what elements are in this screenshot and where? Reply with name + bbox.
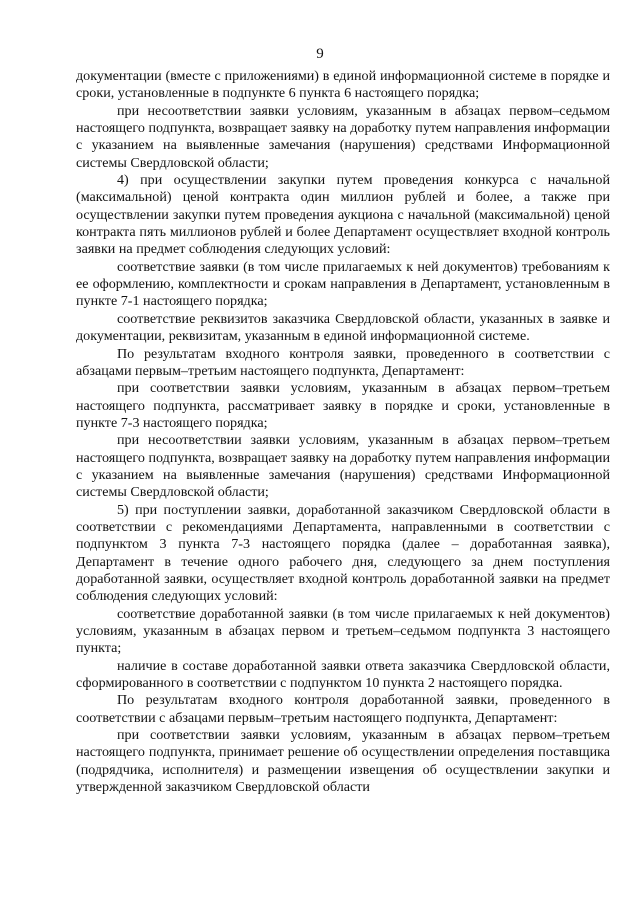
paragraph: наличие в составе доработанной заявки ответа заказчика Свердловской области, сформированного в соответствии с подпунктом 10 пункта 2 настоящего порядка. [76,657,610,692]
paragraph: при соответствии заявки условиям, указанным в абзацах первом–третьем настоящего подпункта, рассматривает заявку в порядке и сроки, установленные в пункте 7-3 настоящего порядка; [76,380,610,431]
paragraph: соответствие доработанной заявки (в том числе прилагаемых к ней документов) условиям, указанным в абзацах первом и третьем–седьмом подпункта 3 настоящего пункта; [76,605,610,657]
paragraph: 4) при осуществлении закупки путем проведения конкурса с начальной (максимальной) ценой контракта один миллион рублей и более, а также при осуществлении закупки путем проведения аукциона с начальной (максимальной) ценой контракта пять миллионов рублей и более Департамент осуществляет входной контроль заявки на предмет соблюдения следующих условий: [76,172,610,258]
paragraph-continuation: документации (вместе с приложениями) в единой информационной системе в порядке и сроки, установленные в подпункте 6 пункта 6 настоящего порядка; [76,68,610,102]
document-body [76,68,610,796]
paragraph: при несоответствии заявки условиям, указанным в абзацах первом–третьем настоящего подпункта, возвращает заявку на доработку путем направления информации с указанием на выявленные замечания (нарушения) средствами Информационной системы Свердловской области; [76,432,610,501]
paragraph: при соответствии заявки условиям, указанным в абзацах первом–третьем настоящего подпункта, принимает решение об осуществлении определения поставщика (подрядчика, исполнителя) и размещении извещения об осуществлении закупки и утвержденной заказчиком Свердловской области [76,727,610,796]
page-number: 9 [316,46,324,62]
paragraph: соответствие заявки (в том числе прилагаемых к ней документов) требованиям к ее оформлению, комплектности и срокам направления в Департамент, установленным в пункте 7-1 настоящего порядка; [76,258,610,310]
paragraph: при несоответствии заявки условиям, указанным в абзацах первом–седьмом настоящего подпункта, возвращает заявку на доработку путем направления информации с указанием на выявленные замечания (нарушения) средствами Информационной системы Свердловской области; [76,102,610,171]
paragraph: По результатам входного контроля заявки, проведенного в соответствии с абзацами первым–третьим настоящего подпункта, Департамент: [76,345,610,379]
paragraph: По результатам входного контроля доработанной заявки, проведенного в соответствии с абзацами первым–третьим настоящего подпункта, Департамент: [76,692,610,726]
paragraph: соответствие реквизитов заказчика Свердловской области, указанных в заявке и документации, реквизитам, указанным в единой информационной системе. [76,310,610,345]
paragraph: 5) при поступлении заявки, доработанной заказчиком Свердловской области в соответствии с рекомендациями Департамента, направленными в соответствии с подпунктом 3 пункта 7-3 настоящего порядка (далее – доработанная заявка), Департамент в течение одного рабочего дня, следующего за днем поступления доработанной заявки, осуществляет входной контроль доработанной заявки на предмет соблюдения следующих условий: [76,501,610,605]
